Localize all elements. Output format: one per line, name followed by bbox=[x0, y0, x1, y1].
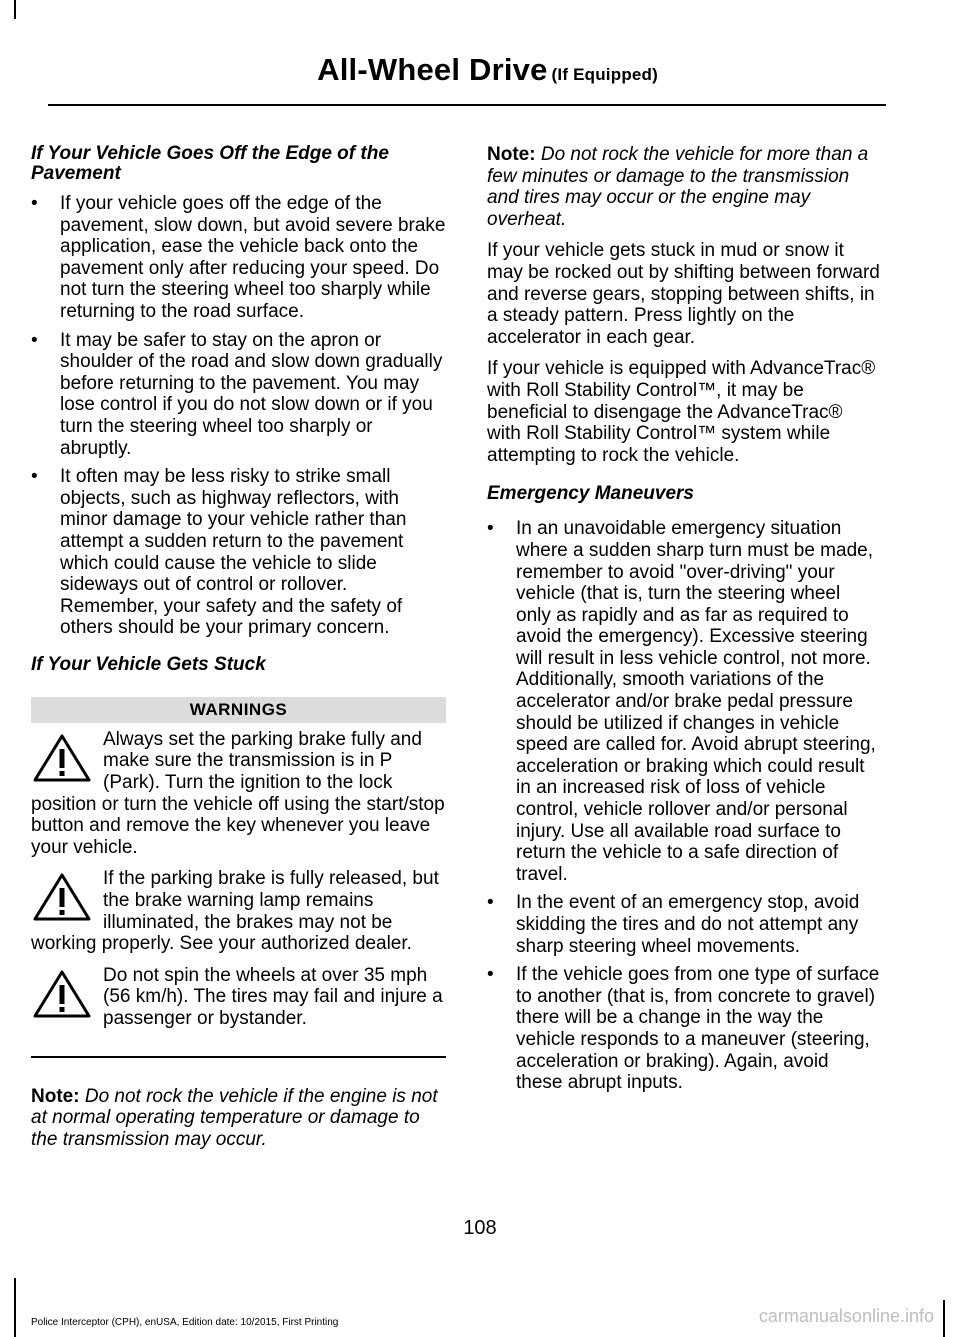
list-item-text: It often may be less risky to strike small objects, such as highway reflectors, with minor damage to your vehicle rather than attempt a sudden return to the pavement which could cause the vehicle to slide sideways out of control or rollover. Remember, your safety and the safety of others should be your primary concern. bbox=[60, 466, 407, 639]
bullet-icon: • bbox=[487, 518, 494, 540]
bullet-icon: • bbox=[487, 964, 494, 986]
list-item bbox=[31, 330, 446, 460]
warnings-header: WARNINGS bbox=[31, 697, 446, 723]
left-column bbox=[31, 144, 446, 1160]
header-subtitle: (If Equipped) bbox=[551, 65, 658, 84]
off-pavement-list bbox=[31, 193, 446, 639]
note-label: Note: bbox=[31, 1085, 80, 1107]
page-number: 108 bbox=[463, 1217, 497, 1239]
crop-mark bbox=[14, 1278, 16, 1337]
header-rule bbox=[48, 104, 886, 106]
emergency-list bbox=[487, 518, 880, 1093]
list-item bbox=[31, 466, 446, 639]
note-label: Note: bbox=[487, 144, 536, 165]
list-item bbox=[487, 892, 880, 957]
warning-triangle-icon bbox=[31, 968, 93, 1020]
right-column bbox=[487, 144, 880, 1104]
warning-item bbox=[31, 868, 446, 954]
bullet-icon: • bbox=[487, 892, 494, 914]
note-rocking-duration bbox=[487, 144, 880, 230]
page-header bbox=[317, 52, 658, 88]
crop-mark bbox=[943, 1300, 945, 1337]
note-text: Do not rock the vehicle if the engine is not at normal operating temperature or damage to the transmission may occur. bbox=[31, 1085, 438, 1150]
section-heading-stuck: If Your Vehicle Gets Stuck bbox=[31, 653, 266, 675]
warning-triangle-icon bbox=[31, 871, 93, 923]
list-item-text: In an unavoidable emergency situation where a sudden sharp turn must be made, remember to avoid "over-driving" your vehicle (that is, turn the steering wheel only as rapidly and as far as required to avoid the emergency). Excessive steering will result in less vehicle control, not more. Additionally, smooth variations of the accelerator and/or brake pedal pressure should be utilized if changes in vehicle speed are called for. Avoid abrupt steering, acceleration or braking which could result in an increased risk of loss of vehicle control, vehicle rollover and/or personal injury. Use all available road surface to return the vehicle to a safe direction of travel. bbox=[516, 518, 876, 885]
list-item-text: It may be safer to stay on the apron or shoulder of the road and slow down gradually before returning to the pavement. You may lose control if you do not slow down or if you turn the steering wheel too sharply or abruptly. bbox=[60, 329, 443, 459]
bullet-icon: • bbox=[31, 466, 38, 488]
footer-edition-info: Police Interceptor (CPH), enUSA, Edition date: 10/2015, First Printing bbox=[31, 1317, 339, 1328]
warnings-end-rule bbox=[31, 1056, 446, 1058]
warning-text: Always set the parking brake fully and make sure the transmission is in P (Park). Turn the ignition to the lock position or turn the vehicle off using the start/stop button and remove the key whenever you leave your vehicle. bbox=[31, 728, 445, 858]
warning-item bbox=[31, 965, 446, 1030]
warning-item bbox=[31, 729, 446, 859]
warning-triangle-icon bbox=[31, 732, 93, 784]
note-engine-temperature bbox=[31, 1086, 446, 1151]
section-heading-off-pavement: If Your Vehicle Goes Off the Edge of the Pavement bbox=[31, 143, 389, 184]
section-heading-emergency: Emergency Maneuvers bbox=[487, 483, 694, 505]
watermark: carmanualsonline.info bbox=[758, 1306, 934, 1326]
list-item-text: If your vehicle goes off the edge of the pavement, slow down, but avoid severe brake application, ease the vehicle back onto the pavement only after reducing your speed. Do not turn the steering wheel too sharply while returning to the road surface. bbox=[60, 193, 446, 322]
crop-mark bbox=[14, 0, 16, 19]
list-item bbox=[487, 964, 880, 1094]
list-item bbox=[487, 518, 880, 885]
warning-text: Do not spin the wheels at over 35 mph (56 km/h). The tires may fail and injure a passenger or bystander. bbox=[103, 964, 443, 1029]
bullet-icon: • bbox=[31, 329, 38, 351]
note-text: Do not rock the vehicle for more than a few minutes or damage to the transmission and tires may occur or the engine may overheat. bbox=[487, 144, 869, 230]
list-item bbox=[31, 193, 446, 323]
header-title: All-Wheel Drive bbox=[317, 52, 548, 87]
warning-text: If the parking brake is fully released, but the brake warning lamp remains illuminated, the brakes may not be working properly. See your authorized dealer. bbox=[31, 868, 439, 955]
paragraph-advancetrac: If your vehicle is equipped with AdvanceTrac® with Roll Stability Control™, it may be beneficial to disengage the AdvanceTrac® with Roll Stability Control™ system while attempting to rock the vehicle. bbox=[487, 358, 876, 466]
bullet-icon: • bbox=[31, 193, 38, 214]
paragraph-rocking: If your vehicle gets stuck in mud or snow it may be rocked out by shifting between forward and reverse gears, stopping between shifts, in a steady pattern. Press lightly on the accelerator in each gear. bbox=[487, 240, 880, 348]
list-item-text: In the event of an emergency stop, avoid skidding the tires and do not attempt any sharp steering wheel movements. bbox=[516, 892, 860, 957]
list-item-text: If the vehicle goes from one type of surface to another (that is, from concrete to gravel) there will be a change in the way the vehicle responds to a maneuver (steering, acceleration or braking). Again, avoid these abrupt inputs. bbox=[516, 964, 880, 1094]
